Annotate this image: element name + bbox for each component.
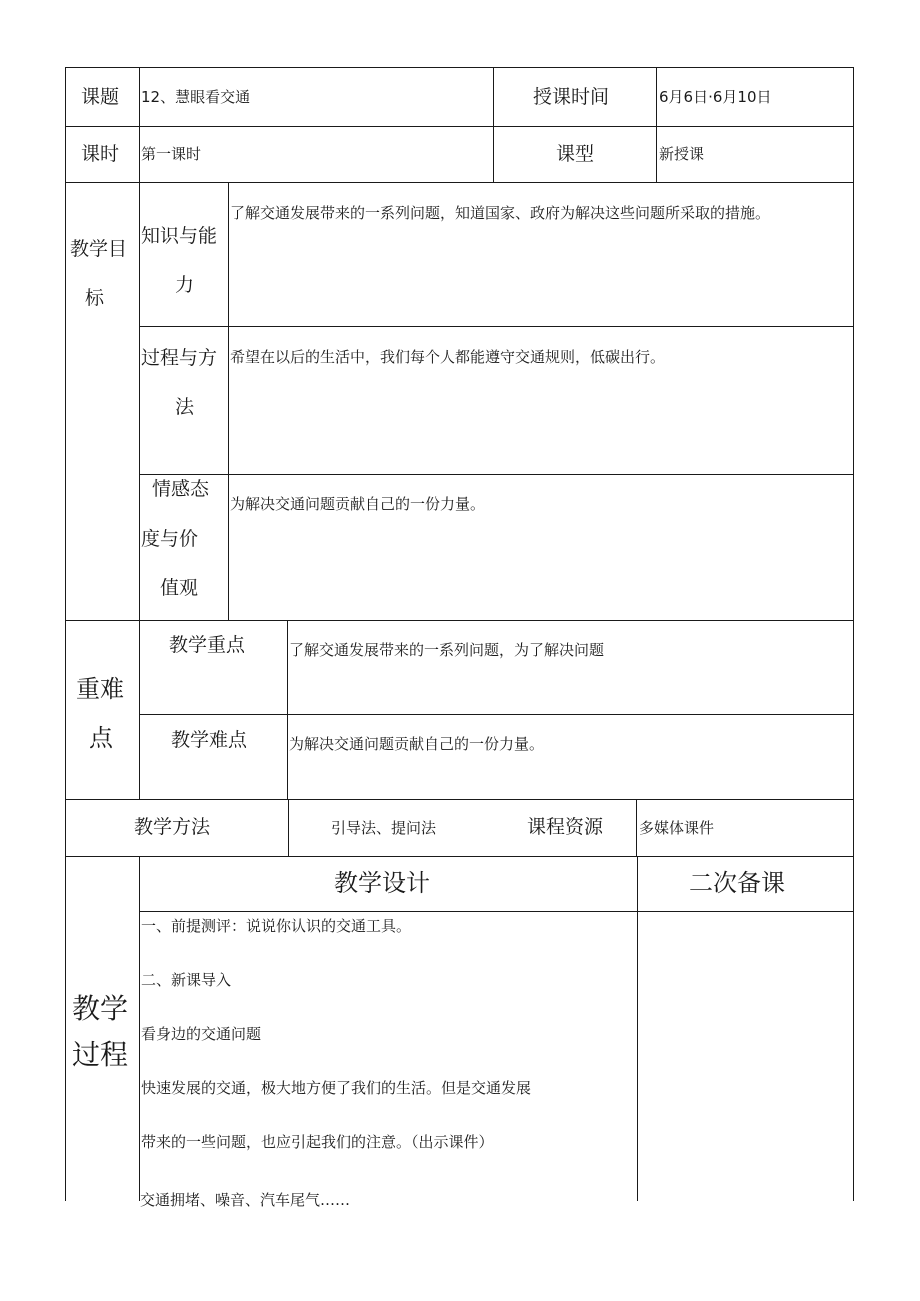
type-label: 课型 (556, 143, 595, 165)
row-divider (65, 182, 854, 183)
col-divider (139, 67, 140, 620)
goal-process-label: 过程与方 (141, 347, 218, 369)
resource-value: 多媒体课件 (639, 819, 715, 837)
methods-value: 引导法、提问法 (331, 819, 437, 837)
goals-label: 标 (85, 287, 105, 309)
row-divider (139, 474, 854, 475)
col-divider (493, 67, 494, 182)
focus-label: 教学重点 (169, 634, 246, 656)
col-divider (288, 799, 289, 856)
row-divider (139, 911, 854, 912)
row-divider (139, 714, 854, 715)
goal-knowledge-label: 知识与能 (141, 225, 218, 247)
table-border-right (853, 67, 854, 1201)
goal-attitude-label: 情感态 (152, 478, 210, 500)
design-line: 快速发展的交通，极大地方便了我们的生活。但是交通发展 (141, 1079, 532, 1097)
resource-label: 课程资源 (527, 816, 604, 838)
col-divider (637, 856, 638, 1201)
keypoints-label: 重难 (76, 675, 124, 703)
process-label: 过程 (72, 1038, 129, 1071)
period-label: 课时 (81, 143, 120, 165)
design-line: 二、新课导入 (141, 971, 232, 989)
second-prep-header: 二次备课 (689, 869, 785, 897)
design-line: 交通拥堵、噪音、汽车尾气…… (140, 1191, 351, 1209)
col-divider (228, 182, 229, 620)
goal-process-label: 法 (175, 396, 195, 418)
period-value: 第一课时 (141, 145, 202, 163)
goal-knowledge-text: 了解交通发展带来的一系列问题，知道国家、政府为解决这些问题所采取的措施。 (230, 204, 771, 222)
col-divider (139, 620, 140, 799)
goals-label: 教学目 (70, 238, 128, 260)
table-border-top (65, 67, 854, 68)
keypoints-label: 点 (89, 724, 113, 752)
design-line: 看身边的交通问题 (141, 1025, 262, 1043)
row-divider (65, 126, 854, 127)
row-divider (139, 326, 854, 327)
methods-label: 教学方法 (134, 816, 211, 838)
process-label: 教学 (72, 992, 129, 1025)
topic-value: 12、慧眼看交通 (141, 88, 251, 106)
design-header: 教学设计 (334, 869, 430, 897)
design-line: 带来的一些问题，也应引起我们的注意。（出示课件） (141, 1133, 494, 1151)
col-divider (139, 856, 140, 1201)
goal-process-text: 希望在以后的生活中，我们每个人都能遵守交通规则，低碳出行。 (230, 348, 666, 366)
goal-attitude-text: 为解决交通问题贡献自己的一份力量。 (230, 495, 486, 513)
time-value: 6月6日·6月10日 (659, 88, 772, 106)
goal-knowledge-label: 力 (175, 274, 195, 296)
row-divider (65, 620, 854, 621)
difficulty-label: 教学难点 (171, 729, 248, 751)
col-divider (656, 67, 657, 182)
col-divider (287, 620, 288, 799)
row-divider (65, 856, 854, 857)
table-border-left (65, 67, 66, 1201)
goal-attitude-label: 度与价 (141, 528, 199, 550)
col-divider (636, 799, 637, 856)
type-value: 新授课 (659, 145, 705, 163)
design-line-clipped (140, 1191, 636, 1209)
goal-attitude-label: 值观 (160, 577, 199, 599)
difficulty-text: 为解决交通问题贡献自己的一份力量。 (289, 735, 545, 753)
design-line: 一、前提测评：说说你认识的交通工具。 (141, 917, 412, 935)
row-divider (65, 799, 854, 800)
topic-label: 课题 (81, 86, 120, 108)
focus-text: 了解交通发展带来的一系列问题，为了解决问题 (289, 641, 605, 659)
time-label: 授课时间 (533, 86, 610, 108)
